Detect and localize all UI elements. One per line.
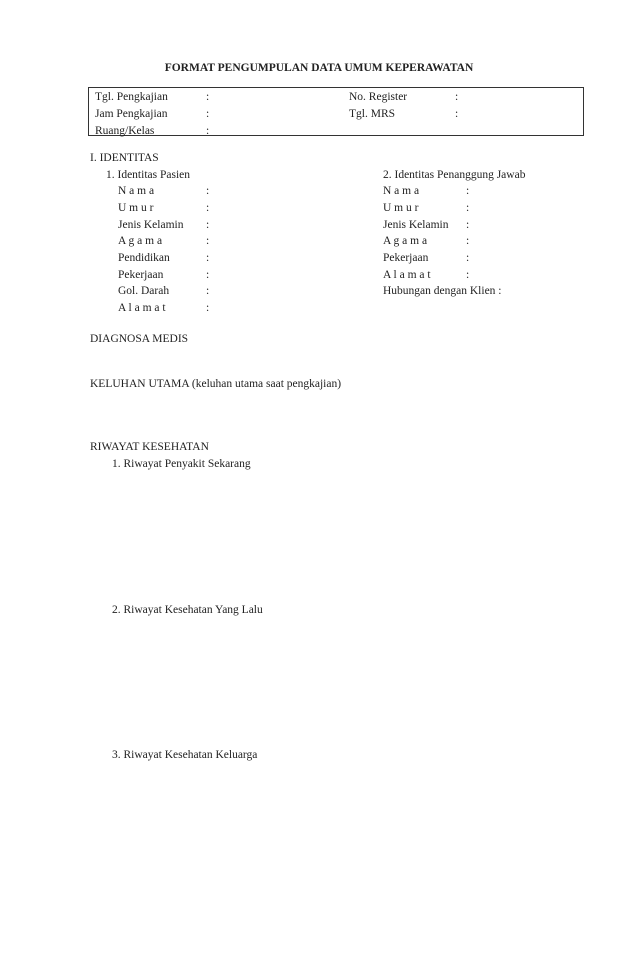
identitas-penanggung-heading: 2. Identitas Penanggung Jawab [383,169,526,181]
riwayat-item: 1. Riwayat Penyakit Sekarang [112,458,251,470]
pasien-field-label: A l a m a t [118,302,166,314]
pasien-field-label: Jenis Kelamin [118,219,184,231]
penanggung-field-colon: : [466,202,470,214]
header-label-tgl-pengkajian: Tgl. Pengkajian [95,91,168,103]
pasien-field-label: Gol. Darah [118,285,170,297]
pasien-field-colon: : [206,185,210,197]
header-colon: : [206,108,210,120]
pasien-field-label: U m u r [118,202,154,214]
pasien-field-label: Pekerjaan [118,269,164,281]
header-label-no-register: No. Register [349,91,408,103]
penanggung-field-label: N a m a [383,185,420,197]
penanggung-field-label: Hubungan dengan Klien : [383,285,502,297]
penanggung-field-label: A l a m a t [383,269,431,281]
document-title: FORMAT PENGUMPULAN DATA UMUM KEPERAWATAN [164,62,474,74]
pasien-field-colon: : [206,235,210,247]
penanggung-field-label: Pekerjaan [383,252,429,264]
header-label-tgl-mrs: Tgl. MRS [349,108,396,120]
penanggung-field-colon: : [466,252,470,264]
pasien-field-colon: : [206,302,210,314]
penanggung-field-colon: : [466,219,470,231]
pasien-field-label: Pendidikan [118,252,170,264]
identitas-pasien-heading: 1. Identitas Pasien [106,169,190,181]
header-label-jam-pengkajian: Jam Pengkajian [95,108,168,120]
header-colon: : [455,91,459,103]
penanggung-field-colon: : [466,185,470,197]
header-colon: : [206,91,210,103]
penanggung-field-label: U m u r [383,202,419,214]
section-keluhan-utama: KELUHAN UTAMA (keluhan utama saat pengkajian) [90,378,342,390]
header-label-ruang-kelas: Ruang/Kelas [95,125,155,137]
section-riwayat-kesehatan: RIWAYAT KESEHATAN [90,441,209,453]
penanggung-field-label: Jenis Kelamin [383,219,449,231]
pasien-field-colon: : [206,285,210,297]
penanggung-field-colon: : [466,269,470,281]
pasien-field-colon: : [206,252,210,264]
header-colon: : [206,125,210,137]
header-colon: : [455,108,459,120]
pasien-field-label: N a m a [118,185,155,197]
penanggung-field-colon: : [466,235,470,247]
pasien-field-colon: : [206,202,210,214]
penanggung-field-label: A g a m a [383,235,428,247]
section-diagnosa-medis: DIAGNOSA MEDIS [90,333,189,345]
pasien-field-label: A g a m a [118,235,163,247]
section-identitas-heading: I. IDENTITAS [90,152,159,164]
riwayat-item: 2. Riwayat Kesehatan Yang Lalu [112,604,263,616]
pasien-field-colon: : [206,269,210,281]
riwayat-item: 3. Riwayat Kesehatan Keluarga [112,749,258,761]
pasien-field-colon: : [206,219,210,231]
